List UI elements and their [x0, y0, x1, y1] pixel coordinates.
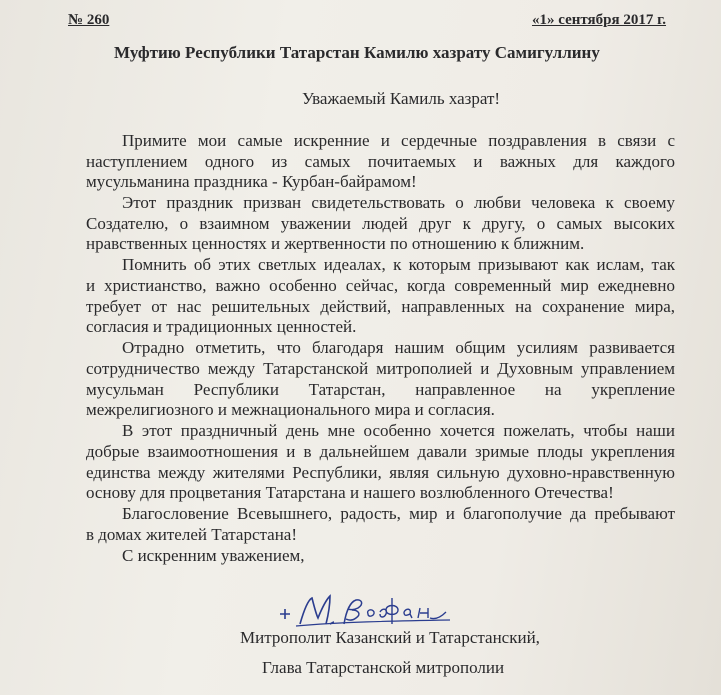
handwritten-signature — [270, 590, 470, 632]
body-line: наступлением одного из самых почитаемых и важных для каждого — [86, 152, 675, 171]
body-line: мусульманина праздника - Курбан-байрамом! — [86, 172, 417, 191]
body-line: сотрудничество между Татарстанской митрополией и Духовным управлением — [86, 359, 675, 378]
body-line: межрелигиозного и межнационального мира и согласия. — [86, 400, 495, 419]
body-line: Помнить об этих светлых идеалах, к которым призывают как ислам, так — [122, 255, 675, 274]
document-number: № 260 — [68, 12, 110, 28]
body-line: основу для процветания Татарстана и нашего возлюбленного Отечества! — [86, 483, 614, 502]
body-line: Благословение Всевышнего, радость, мир и благополучие да пребывают — [122, 504, 675, 523]
body-line: согласия и традиционных ценностей. — [86, 317, 357, 336]
body-line: и христианство, важно особенно сейчас, когда современный мир ежедневно — [86, 276, 675, 295]
document-date: «1» сентября 2017 г. — [532, 12, 667, 28]
body-line: Отрадно отметить, что благодаря нашим общим усилиям развивается — [122, 338, 675, 357]
body-line: Этот праздник призван свидетельствовать о любви человека к своему — [122, 193, 675, 212]
body-line: требует от нас решительных действий, направленных на сохранение мира, — [86, 297, 675, 316]
body-line: нравственных ценностях и жертвенности по отношению к ближним. — [86, 234, 585, 253]
signatory-title: Митрополит Казанский и Татарстанский, — [240, 628, 540, 647]
body-line: В этот праздничный день мне особенно хочется пожелать, чтобы наши — [122, 421, 675, 440]
body-line: мусульман Республики Татарстан, направленное на укрепление — [86, 380, 675, 399]
body-line: Примите мои самые искренние и сердечные поздравления в связи с — [122, 131, 675, 150]
closing-line: С искренним уважением, — [122, 546, 305, 565]
body-line: единства между жителями Республики, являя сильную духовно-нравственную — [86, 463, 675, 482]
body-line: в домах жителей Татарстана! — [86, 525, 298, 544]
greeting: Уважаемый Камиль хазрат! — [302, 89, 501, 108]
body-line: добрые взаимоотношения и в дальнейшем давали зримые плоды укрепления — [86, 442, 675, 461]
signatory-position: Глава Татарстанской митрополии — [262, 658, 505, 677]
body-line: Создателю, о взаимном уважении людей друг к другу, о самых высоких — [86, 214, 675, 233]
addressee-line: Муфтию Республики Татарстан Камилю хазрату Самигуллину — [114, 43, 600, 62]
